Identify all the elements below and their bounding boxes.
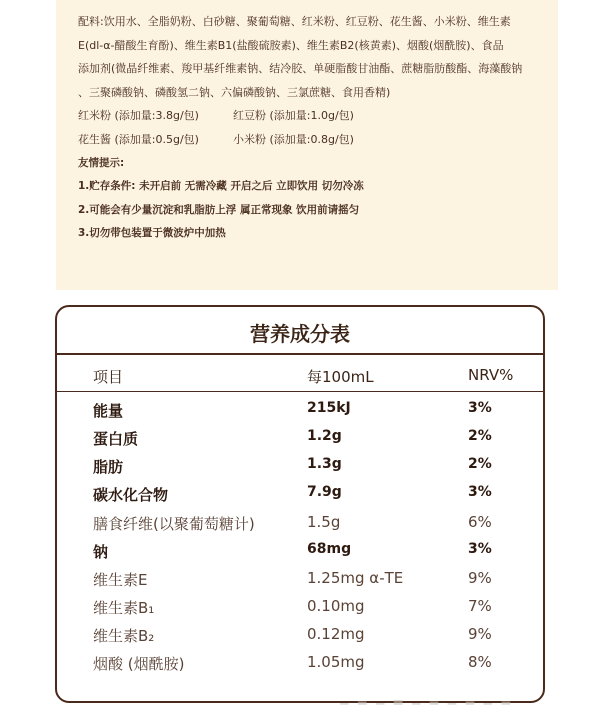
- table-row: [57, 538, 543, 564]
- header-per-100ml: 每100mL: [307, 368, 374, 386]
- header-item: 项目: [93, 368, 124, 386]
- additive-amount: 红米粉 (添加量:3.8g/包): [78, 109, 199, 123]
- watermark-overlay: ▁ ▂ ▁ ▃ ▁ ▂ ▁ ▂ ▁ ▂: [340, 692, 514, 705]
- nutrient-nrv: 2%: [468, 456, 492, 472]
- additive-amount: 花生酱 (添加量:0.5g/包): [78, 132, 199, 146]
- nutrient-nrv: 2%: [468, 428, 492, 444]
- nutrient-name: 维生素B₁: [93, 599, 155, 617]
- ingredients-line: 添加剂(微晶纤维素、羧甲基纤维素钠、结冷胶、单硬脂酸甘油酯、蔗糖脂肪酸酯、海藻酸钠: [78, 62, 523, 76]
- ingredients-panel: [56, 0, 558, 290]
- nutrient-amount: 7.9g: [307, 484, 342, 500]
- ingredients-line: 配料:饮用水、全脂奶粉、白砂糖、聚葡萄糖、红米粉、红豆粉、花生酱、小米粉、维生素: [78, 15, 511, 28]
- nutrient-name: 维生素E: [93, 571, 148, 589]
- nutrient-nrv: 8%: [468, 653, 492, 671]
- table-row: [57, 594, 543, 620]
- nutrient-name: 钠: [93, 543, 109, 561]
- nutrition-facts-table: [55, 305, 545, 703]
- ingredients-line: 、三聚磷酸钠、磷酸氢二钠、六偏磷酸钠、三氯蔗糖、食用香精): [78, 85, 391, 99]
- table-row: [57, 453, 543, 479]
- nutrient-name: 烟酸 (烟酰胺): [93, 655, 185, 673]
- table-row: [57, 481, 543, 507]
- table-header-row: [57, 363, 543, 389]
- nutrient-name: 膳食纤维(以聚葡萄糖计): [93, 515, 255, 533]
- tips-title: 友情提示:: [78, 156, 125, 169]
- nutrient-amount: 1.05mg: [307, 653, 365, 671]
- nutrient-name: 能量: [93, 402, 124, 420]
- nutrient-nrv: 9%: [468, 625, 492, 643]
- nutrient-name: 碳水化合物: [93, 486, 169, 504]
- nutrient-nrv: 9%: [468, 569, 492, 587]
- nutrient-amount: 0.12mg: [307, 625, 365, 643]
- table-row: [57, 622, 543, 648]
- nutrient-nrv: 7%: [468, 597, 492, 615]
- nutrient-nrv: 6%: [468, 513, 492, 531]
- tip-item: 2.可能会有少量沉淀和乳脂肪上浮 属正常现象 饮用前请摇匀: [78, 203, 360, 216]
- additive-amounts-row: [78, 128, 546, 152]
- nutrient-nrv: 3%: [468, 400, 492, 416]
- table-row: [57, 425, 543, 451]
- nutrient-amount: 0.10mg: [307, 597, 365, 615]
- nutrient-name: 蛋白质: [93, 430, 139, 448]
- nutrient-amount: 1.5g: [307, 513, 341, 531]
- nutrient-amount: 215kJ: [307, 400, 351, 416]
- ingredients-line: E(dl-α-醋酸生育酚)、维生素B1(盐酸硫胺素)、维生素B2(核黄素)、烟酸(烟酰胺)、食品: [78, 38, 504, 52]
- header-nrv: NRV%: [468, 366, 514, 384]
- table-row: [57, 566, 543, 592]
- nutrient-amount: 68mg: [307, 541, 352, 557]
- nutrient-amount: 1.25mg α-TE: [307, 569, 404, 587]
- nutrition-title: 营养成分表: [250, 322, 350, 346]
- additive-amounts-row: [78, 104, 546, 128]
- additive-amount: 小米粉 (添加量:0.8g/包): [233, 132, 354, 146]
- table-row: [57, 650, 543, 676]
- header-divider: [57, 391, 543, 392]
- nutrient-amount: 1.3g: [307, 456, 342, 472]
- table-row: [57, 510, 543, 536]
- nutrient-amount: 1.2g: [307, 428, 342, 444]
- tip-item: 1.贮存条件: 未开启前 无需冷藏 开启之后 立即饮用 切勿冷冻: [78, 180, 364, 193]
- nutrient-nrv: 3%: [468, 484, 492, 500]
- nutrient-name: 脂肪: [93, 458, 124, 476]
- nutrient-nrv: 3%: [468, 541, 492, 557]
- tip-item: 3.切勿带包装置于微波炉中加热: [78, 227, 226, 240]
- title-divider: [57, 353, 543, 355]
- table-row: [57, 397, 543, 423]
- nutrient-name: 维生素B₂: [93, 627, 155, 645]
- additive-amount: 红豆粉 (添加量:1.0g/包): [233, 109, 354, 123]
